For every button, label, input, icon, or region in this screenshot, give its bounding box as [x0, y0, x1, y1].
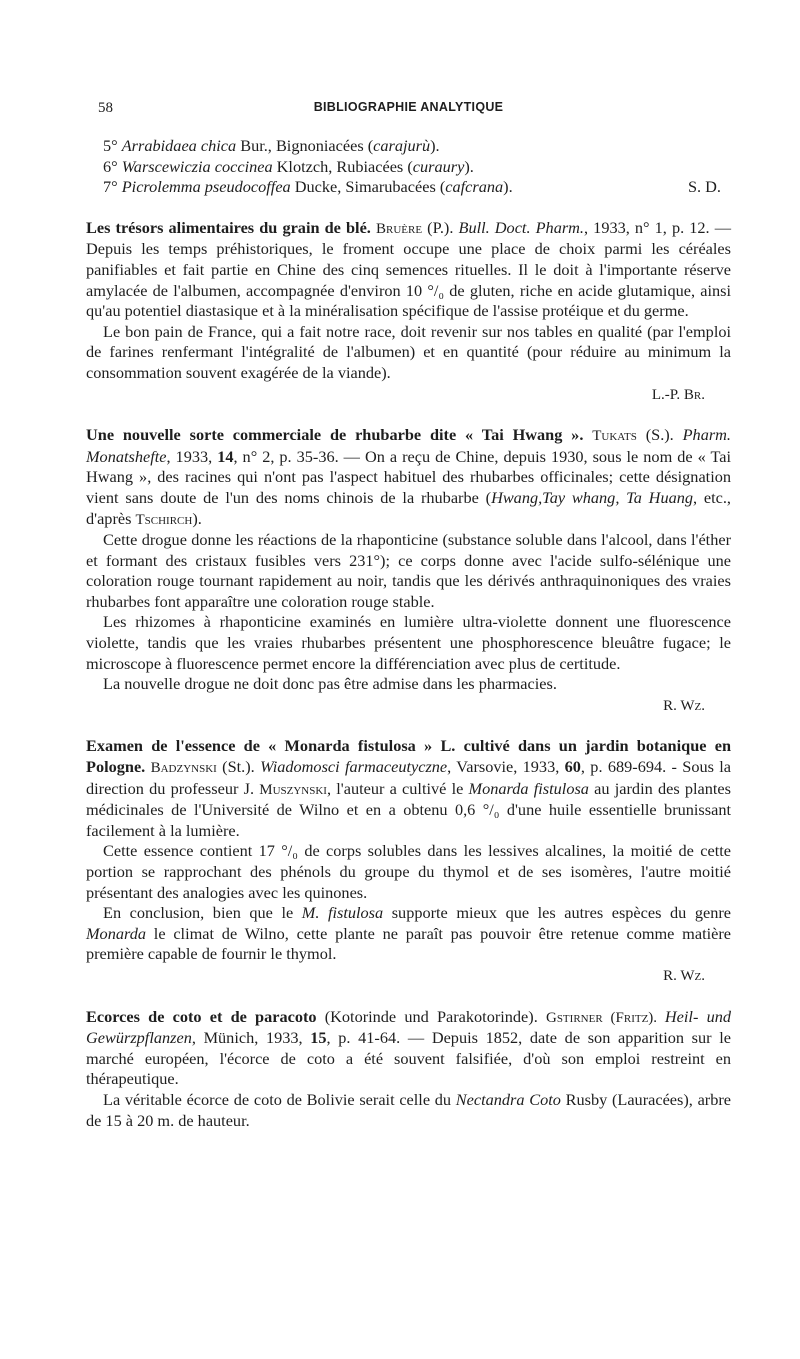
entry-title: Une nouvelle sorte commerciale de rhubarbe dite « Tai Hwang ». [86, 425, 584, 445]
species-list [86, 136, 731, 198]
entry-title: Examen de l'essence de « Monarda fistulosa » L. cultivé dans un jardin botanique en Pologne. [86, 736, 731, 777]
list-item: 5° Arrabidaea chica Bur., Bignoniacées (carajurù). [103, 136, 440, 155]
body-text [86, 136, 731, 1131]
document-page [86, 98, 731, 1131]
entry-paragraph: Le bon pain de France, qui a fait notre race, doit revenir sur nos tables en qualité (par l'emploi de farines renfermant l'intégralité de l'albumen) et en quantité (pour réduire au minimum la consommation souvent exagérée de la viande). [86, 321, 731, 382]
entry-paragraph: La véritable écorce de coto de Bolivie serait celle du Nectandra Coto Rusby (Lauracées), arbre de 15 à 20 m. de hauteur. [86, 1089, 732, 1130]
list-item: 6° Warscewiczia coccinea Klotzch, Rubiacées (curaury). [103, 156, 474, 176]
page-header [86, 98, 731, 118]
entry-title: Ecorces de coto et de paracoto [86, 1006, 317, 1026]
entry-paragraph: Ecorces de coto et de paracoto (Kotorinde und Parakotorinde). Gstirner (Fritz). Heil- und Gewürzpflanzen, Münich, 1933, 15, p. 41-64. — Depuis 1852, date de son apparition sur le marché européen, l'écorce de coto a été souvent falsifiée, d'où son emploi restreint en thérapeutique. [86, 1006, 731, 1089]
signature: L.-P. Br. [651, 386, 705, 403]
author: Bruère [376, 220, 423, 237]
entry-paragraph: Les trésors alimentaires du grain de blé. Bruère (P.). Bull. Doct. Pharm., 1933, n° 1, p. 12. — Depuis les temps préhistoriques, le froment occupe une place de choix parmi les céréales panifiables et fait partie en Chine des cinq semences rituelles. Il le doit à l'importante réserve amylacée de l'albumen, accompagnée d'environ 10 °/₀ de gluten, riche en acide glutamique, ainsi qu'au potentiel diastasique et à la minéralisation spécifique de l'assise protéique et du germe. [86, 217, 732, 321]
signature: R. Wz. [663, 697, 705, 714]
entry-coto [86, 1007, 731, 1132]
volume: 14 [217, 446, 234, 466]
author: Tukats [592, 428, 637, 445]
entry-paragraph: La nouvelle drogue ne doit donc pas être admise dans les pharmacies. [103, 674, 557, 694]
entry-paragraph: Examen de l'essence de « Monarda fistulosa » L. cultivé dans un jardin botanique en Pologne. Badzynski (St.). Wiadomosci farmaceutyczne, Varsovie, 1933, 60, p. 689-694. - Sous la direction du professeur J. Muszynski, l'auteur a cultivé le Monarda fistulosa au jardin des plantes médicinales de l'Université de Wilno et en a obtenu 0,6 °/₀ d'une huile essentielle brunissant facilement à la lumière. [86, 736, 732, 840]
journal: Bull. Doct. Pharm. [458, 217, 585, 237]
entry-paragraph: Cette essence contient 17 °/₀ de corps solubles dans les lessives alcalines, la moitié de cette portion se rapprochant des phénols du groupe du thymol et de ses isomères, l'autre moitié présentant des analogies avec les quinones. [86, 841, 731, 902]
author: Gstirner [545, 1009, 603, 1026]
volume: 15 [310, 1028, 327, 1048]
author: Badzynski [150, 760, 217, 777]
entry-title: Les trésors alimentaires du grain de blé. [86, 217, 371, 237]
entry-paragraph: Les rhizomes à rhaponticine examinés en lumière ultra-violette donnent une fluorescence violette, tandis que les vraies rhubarbes présentent une phosphorescence bleuâtre fugace; le microscope à fluorescence permet encore la différenciation avec plus de certitude. [86, 612, 731, 673]
running-head: BIBLIOGRAPHIE ANALYTIQUE [313, 100, 504, 114]
journal: Pharm. Monatshefte [86, 425, 731, 466]
page-number: 58 [98, 100, 113, 116]
entry-paragraph: Cette drogue donne les réactions de la rhaponticine (substance soluble dans l'alcool, dans l'éther et formant des cristaux fusibles vers 231°); ce corps donne avec l'acide sulfo-sélénique une coloration rouge tournant rapidement au noir, tandis que les dérivés anthraquinoniques des vraies rhubarbes font apparaître une coloration rouge stable. [86, 530, 731, 611]
journal: Heil- und Gewürzpflanzen [86, 1006, 731, 1048]
entry-wheat [86, 218, 731, 405]
journal: Wiadomosci farmaceutyczne [260, 757, 448, 777]
list-item: 7° Picrolemma pseudocoffea Ducke, Simarubacées (cafcrana). S. D. [103, 177, 721, 197]
entry-paragraph: En conclusion, bien que le M. fistulosa supporte mieux que les autres espèces du genre Monarda le climat de Wilno, cette plante ne paraît pas pouvoir être retenue comme matière première capable de fournir le thymol. [86, 903, 731, 964]
signature: R. Wz. [663, 967, 705, 984]
volume: 60 [564, 757, 581, 777]
entry-rhubarb [86, 425, 731, 716]
entry-monarda [86, 736, 731, 986]
entry-paragraph: Une nouvelle sorte commerciale de rhubarbe dite « Tai Hwang ». Tukats (S.). Pharm. Monatshefte, 1933, 14, n° 2, p. 35-36. — On a reçu de Chine, depuis 1930, sous le nom de « Tai Hwang », des racines qui n'ont pas l'aspect habituel des rhubarbes officinales; cette désignation vient sans doute de l'un des noms chinois de la rhubarbe (Hwang,Tay whang, Ta Huang, etc., d'après Tschirch). [86, 425, 732, 528]
signature: S. D. [687, 177, 721, 197]
